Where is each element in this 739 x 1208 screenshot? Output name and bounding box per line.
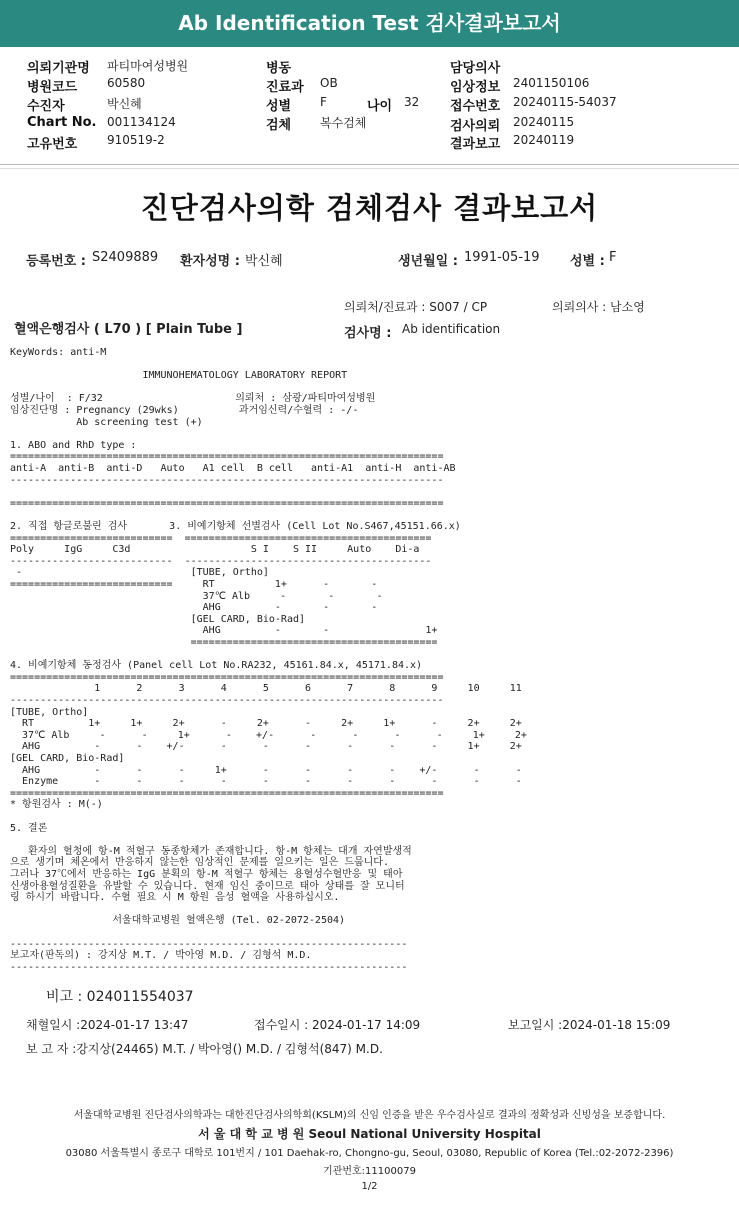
- dept-info: 의뢰처/진료과 : S007 / CP: [344, 300, 488, 314]
- reg-label: 등록번호 :: [26, 254, 86, 269]
- report-line: 성별/나이 : F/32 의뢰처 : 삼광/파티마여성병원: [10, 393, 376, 405]
- report-line: 으로 생기며 체온에서 반응하지 않는한 임상적인 문제를 일으키는 일은 드뭅니다.: [10, 857, 389, 869]
- page-number: 1/2: [361, 1181, 378, 1192]
- report-line: AHG - - -: [10, 602, 378, 614]
- info-value: 20240115-54037: [513, 95, 617, 109]
- report-line: anti-A anti-B anti-D Auto A1 cell B cell anti-A1 anti-H anti-AB: [10, 463, 456, 474]
- report-line: [GEL CARD, Bio-Rad]: [10, 613, 306, 625]
- info-value: 001134124: [107, 115, 176, 129]
- info-value: 복수검체: [320, 116, 367, 130]
- patient-value: 박신혜: [245, 254, 283, 269]
- exam-group: 혈액은행검사 ( L70 ) [ Plain Tube ]: [14, 322, 243, 337]
- report-line: 5. 결론: [10, 822, 48, 834]
- info-value: OB: [320, 76, 338, 90]
- info-label: 접수번호: [450, 99, 501, 114]
- info-label: 수진자: [27, 99, 65, 114]
- report-line: 1. ABO and RhD type :: [10, 439, 137, 451]
- info-value: 20240115: [513, 115, 575, 129]
- info-label: 결과보고: [450, 137, 501, 152]
- report-line: 37℃ Alb - - 1+ - +/- - - - - 1+ 2+: [10, 729, 527, 741]
- report-line: 신생아용혈성질환을 유발할 수 있습니다. 현재 임신 중이므로 태아 상태를 잘 모니터: [10, 880, 405, 892]
- info-value: 32: [404, 95, 420, 109]
- info-label: 의뢰기관명: [27, 61, 90, 76]
- report-line: --------------------------- -----------------------------------------: [10, 555, 432, 567]
- hospital-name: 서 울 대 학 교 병 원 Seoul National University Hospital: [198, 1127, 541, 1141]
- report-line: ------------------------------------------------------------------: [10, 938, 408, 950]
- collected-time: 채혈일시 :2024-01-17 13:47: [26, 1018, 189, 1032]
- report-line: 보고자(판독의) : 강지상 M.T. / 박아영 M.D. / 김형석 M.D.: [10, 950, 312, 962]
- info-value: 20240119: [513, 133, 575, 147]
- patient-label: 환자성명 :: [180, 254, 240, 269]
- reported-time: 보고일시 :2024-01-18 15:09: [508, 1018, 671, 1032]
- info-value: 박신혜: [107, 97, 142, 111]
- report-line: 링 하시기 바랍니다. 수혈 필요 시 M 항원 음성 혈액을 사용하십시오.: [10, 892, 340, 904]
- remark: 비고 : 024011554037: [46, 989, 194, 1005]
- report-line: [GEL CARD, Bio-Rad]: [10, 753, 125, 764]
- sex-label: 성별 :: [570, 254, 605, 269]
- report-line: 그러나 37℃에서 반응하는 IgG 분획의 항-M 적혈구 항체는 용혈성수혈반응 및 태아: [10, 869, 403, 880]
- report-line: RT 1+ 1+ 2+ - 2+ - 2+ 1+ - 2+ 2+: [10, 718, 522, 730]
- info-label: Chart No.: [27, 115, 97, 130]
- report-line: KeyWords: anti-M: [10, 347, 107, 358]
- report-line: 4. 비예기항체 동정검사 (Panel cell Lot No.RA232, 45161.84.x, 45171.84.x): [10, 660, 423, 672]
- info-label: 검체: [266, 118, 292, 133]
- header-title: Ab Identification Test 검사결과보고서: [178, 11, 561, 35]
- doctor-info: 의뢰의사 : 남소영: [552, 300, 645, 314]
- report-title: 진단검사의학 검체검사 결과보고서: [140, 191, 599, 225]
- reporter: 보 고 자 :강지상(24465) M.T. / 박아영() M.D. / 김형석(847) M.D.: [26, 1042, 383, 1056]
- info-label: 나이: [367, 99, 393, 114]
- report-line: AHG - - 1+: [10, 625, 438, 637]
- sex-value: F: [609, 250, 617, 265]
- hospital-address: 03080 서울특별시 종로구 대학로 101번지 / 101 Daehak-ro, Chongno-gu, Seoul, 03080, Republic of Korea (Tel.:02-2072-2396): [65, 1148, 674, 1159]
- info-label: 고유번호: [27, 137, 78, 152]
- report-line: ========================================================================: [10, 451, 444, 463]
- report-line: [TUBE, Ortho]: [10, 706, 89, 718]
- dob-value: 1991-05-19: [464, 250, 540, 265]
- exam-name: Ab identification: [402, 322, 501, 336]
- info-label: 검사의뢰: [450, 119, 501, 134]
- report-line: Ab screening test (+): [10, 416, 203, 428]
- report-line: =========================== =========================================: [10, 532, 432, 544]
- exam-label: 검사명 :: [344, 326, 392, 341]
- report-line: ------------------------------------------------------------------: [10, 961, 408, 973]
- report-line: ========================================================================: [10, 787, 444, 799]
- report-line: 2. 직접 항글로불린 검사 3. 비예기항체 선별검사 (Cell Lot No.S467,45151.66.x): [10, 521, 461, 532]
- info-label: 담당의사: [450, 61, 501, 76]
- report-line: Enzyme - - - - - - - - - - -: [10, 776, 522, 788]
- info-value: 2401150106: [513, 76, 590, 90]
- report-line: * 항원검사 : M(-): [10, 799, 103, 811]
- info-label: 성별: [266, 99, 292, 114]
- report-line: 37℃ Alb - - -: [10, 590, 383, 602]
- institution-number: 기관번호:11100079: [323, 1166, 416, 1177]
- report-line: 1 2 3 4 5 6 7 8 9 10 11: [10, 683, 522, 695]
- report-line: ------------------------------------------------------------------------: [10, 474, 444, 486]
- report-line: ========================================================================: [10, 497, 444, 509]
- info-value: F: [320, 95, 327, 109]
- report-line: AHG - - - 1+ - - - - +/- - -: [10, 764, 522, 776]
- info-value: 910519-2: [107, 133, 165, 147]
- report-line: - [TUBE, Ortho]: [10, 567, 269, 579]
- cert-statement: 서울대학교병원 진단검사의학과는 대한진단검사의학회(KSLM)의 신임 인증을 받은 우수검사실로 결과의 정확성과 신빙성을 보증합니다.: [73, 1110, 666, 1121]
- report-line: 서울대학교병원 혈액은행 (Tel. 02-2072-2504): [10, 915, 346, 927]
- divider: [0, 168, 739, 169]
- info-label: 진료과: [266, 80, 304, 95]
- report-line: =========================================: [10, 637, 438, 648]
- report-line: ========================================================================: [10, 671, 444, 683]
- info-label: 병원코드: [27, 80, 78, 95]
- divider: [0, 164, 739, 165]
- info-value: 60580: [107, 76, 146, 90]
- report-line: 임상진단명 : Pregnancy (29wks) 과거임신력/수혈력 : -/-: [10, 405, 359, 416]
- report-line: IMMUNOHEMATOLOGY LABORATORY REPORT: [10, 370, 348, 382]
- reg-value: S2409889: [92, 250, 159, 265]
- report-line: 환자의 혈청에 항-M 적혈구 동종항체가 존재합니다. 항-M 항체는 대개 자연발생적: [10, 845, 412, 857]
- dob-label: 생년월일 :: [398, 254, 458, 269]
- report-line: Poly IgG C3d S I S II Auto Di-a: [10, 544, 420, 556]
- received-time: 접수일시 : 2024-01-17 14:09: [254, 1018, 421, 1032]
- info-value: 파티마여성병원: [107, 59, 189, 73]
- info-label: 병동: [266, 61, 292, 76]
- report-line: =========================== RT 1+ - -: [10, 579, 378, 590]
- info-label: 임상정보: [450, 80, 501, 95]
- report-line: AHG - - +/- - - - - - - 1+ 2+: [10, 741, 522, 753]
- report-header-bar: [0, 0, 739, 47]
- report-line: ------------------------------------------------------------------------: [10, 695, 444, 706]
